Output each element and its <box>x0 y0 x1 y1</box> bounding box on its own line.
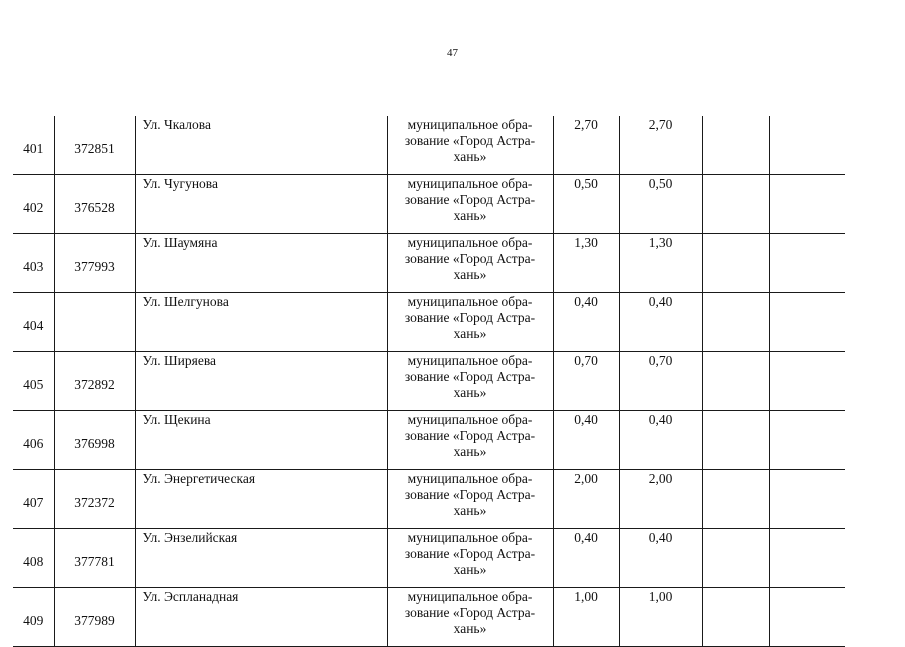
row-number: 406 <box>13 411 54 470</box>
length-total: 0,70 <box>553 352 619 411</box>
street-name: Ул. Эспланадная <box>135 588 387 647</box>
owner-cell <box>387 352 553 411</box>
length-total: 0,40 <box>553 411 619 470</box>
table-row <box>13 529 845 588</box>
road-code: 372851 <box>54 116 135 175</box>
owner-line: хань» <box>453 562 487 577</box>
owner-line: хань» <box>453 503 487 518</box>
owner-line: хань» <box>453 149 487 164</box>
length-part: 1,00 <box>619 588 702 647</box>
owner-line: хань» <box>453 621 487 636</box>
row-number: 407 <box>13 470 54 529</box>
owner-line: зование «Город Астра- <box>404 428 536 443</box>
owner-line: хань» <box>453 444 487 459</box>
owner-cell <box>387 234 553 293</box>
owner-line: муниципальное обра- <box>407 530 533 545</box>
owner-cell <box>387 470 553 529</box>
road-code: 376998 <box>54 411 135 470</box>
road-code: 377989 <box>54 588 135 647</box>
empty-cell <box>702 588 769 647</box>
length-total: 2,00 <box>553 470 619 529</box>
street-name: Ул. Щекина <box>135 411 387 470</box>
row-number: 404 <box>13 293 54 352</box>
table-row <box>13 588 845 647</box>
table-row <box>13 116 845 175</box>
empty-cell <box>769 411 845 470</box>
road-code: 372892 <box>54 352 135 411</box>
empty-cell <box>702 352 769 411</box>
owner-line: зование «Город Астра- <box>404 251 536 266</box>
length-total: 0,40 <box>553 529 619 588</box>
empty-cell <box>769 116 845 175</box>
table-body <box>13 116 845 647</box>
owner-line: зование «Город Астра- <box>404 487 536 502</box>
road-code: 372372 <box>54 470 135 529</box>
row-number: 409 <box>13 588 54 647</box>
owner-cell <box>387 175 553 234</box>
table-row <box>13 175 845 234</box>
owner-line: зование «Город Астра- <box>404 192 536 207</box>
road-code <box>54 293 135 352</box>
empty-cell <box>702 175 769 234</box>
length-part: 0,40 <box>619 529 702 588</box>
empty-cell <box>702 116 769 175</box>
owner-cell <box>387 116 553 175</box>
owner-line: зование «Город Астра- <box>404 546 536 561</box>
length-part: 2,70 <box>619 116 702 175</box>
row-number: 402 <box>13 175 54 234</box>
street-name: Ул. Энзелийская <box>135 529 387 588</box>
empty-cell <box>769 588 845 647</box>
roads-table <box>13 116 845 647</box>
road-code: 376528 <box>54 175 135 234</box>
owner-cell <box>387 411 553 470</box>
table-row <box>13 293 845 352</box>
owner-line: зование «Город Астра- <box>404 310 536 325</box>
road-code: 377993 <box>54 234 135 293</box>
owner-line: муниципальное обра- <box>407 235 533 250</box>
empty-cell <box>769 175 845 234</box>
length-part: 1,30 <box>619 234 702 293</box>
length-part: 0,50 <box>619 175 702 234</box>
empty-cell <box>769 352 845 411</box>
owner-line: зование «Город Астра- <box>404 605 536 620</box>
street-name: Ул. Энергетическая <box>135 470 387 529</box>
owner-line: муниципальное обра- <box>407 117 533 132</box>
owner-cell <box>387 529 553 588</box>
owner-line: хань» <box>453 208 487 223</box>
empty-cell <box>702 234 769 293</box>
length-total: 1,30 <box>553 234 619 293</box>
empty-cell <box>702 293 769 352</box>
owner-line: хань» <box>453 267 487 282</box>
row-number: 403 <box>13 234 54 293</box>
row-number: 405 <box>13 352 54 411</box>
owner-line: муниципальное обра- <box>407 176 533 191</box>
empty-cell <box>702 411 769 470</box>
owner-line: хань» <box>453 326 487 341</box>
owner-line: муниципальное обра- <box>407 412 533 427</box>
length-total: 2,70 <box>553 116 619 175</box>
empty-cell <box>769 293 845 352</box>
street-name: Ул. Чугунова <box>135 175 387 234</box>
length-part: 0,70 <box>619 352 702 411</box>
owner-line: хань» <box>453 385 487 400</box>
empty-cell <box>702 529 769 588</box>
owner-cell <box>387 293 553 352</box>
owner-line: муниципальное обра- <box>407 471 533 486</box>
row-number: 401 <box>13 116 54 175</box>
table-row <box>13 411 845 470</box>
owner-line: зование «Город Астра- <box>404 369 536 384</box>
street-name: Ул. Шаумяна <box>135 234 387 293</box>
street-name: Ул. Шелгунова <box>135 293 387 352</box>
length-total: 1,00 <box>553 588 619 647</box>
length-part: 0,40 <box>619 411 702 470</box>
empty-cell <box>769 529 845 588</box>
row-number: 408 <box>13 529 54 588</box>
table-row <box>13 352 845 411</box>
street-name: Ул. Ширяева <box>135 352 387 411</box>
length-part: 0,40 <box>619 293 702 352</box>
empty-cell <box>702 470 769 529</box>
street-name: Ул. Чкалова <box>135 116 387 175</box>
length-total: 0,50 <box>553 175 619 234</box>
owner-line: муниципальное обра- <box>407 294 533 309</box>
table-row <box>13 470 845 529</box>
length-total: 0,40 <box>553 293 619 352</box>
length-part: 2,00 <box>619 470 702 529</box>
empty-cell <box>769 470 845 529</box>
owner-line: муниципальное обра- <box>407 589 533 604</box>
owner-line: муниципальное обра- <box>407 353 533 368</box>
road-code: 377781 <box>54 529 135 588</box>
page-number: 47 <box>447 47 458 59</box>
owner-line: зование «Город Астра- <box>404 133 536 148</box>
owner-cell <box>387 588 553 647</box>
empty-cell <box>769 234 845 293</box>
table-row <box>13 234 845 293</box>
